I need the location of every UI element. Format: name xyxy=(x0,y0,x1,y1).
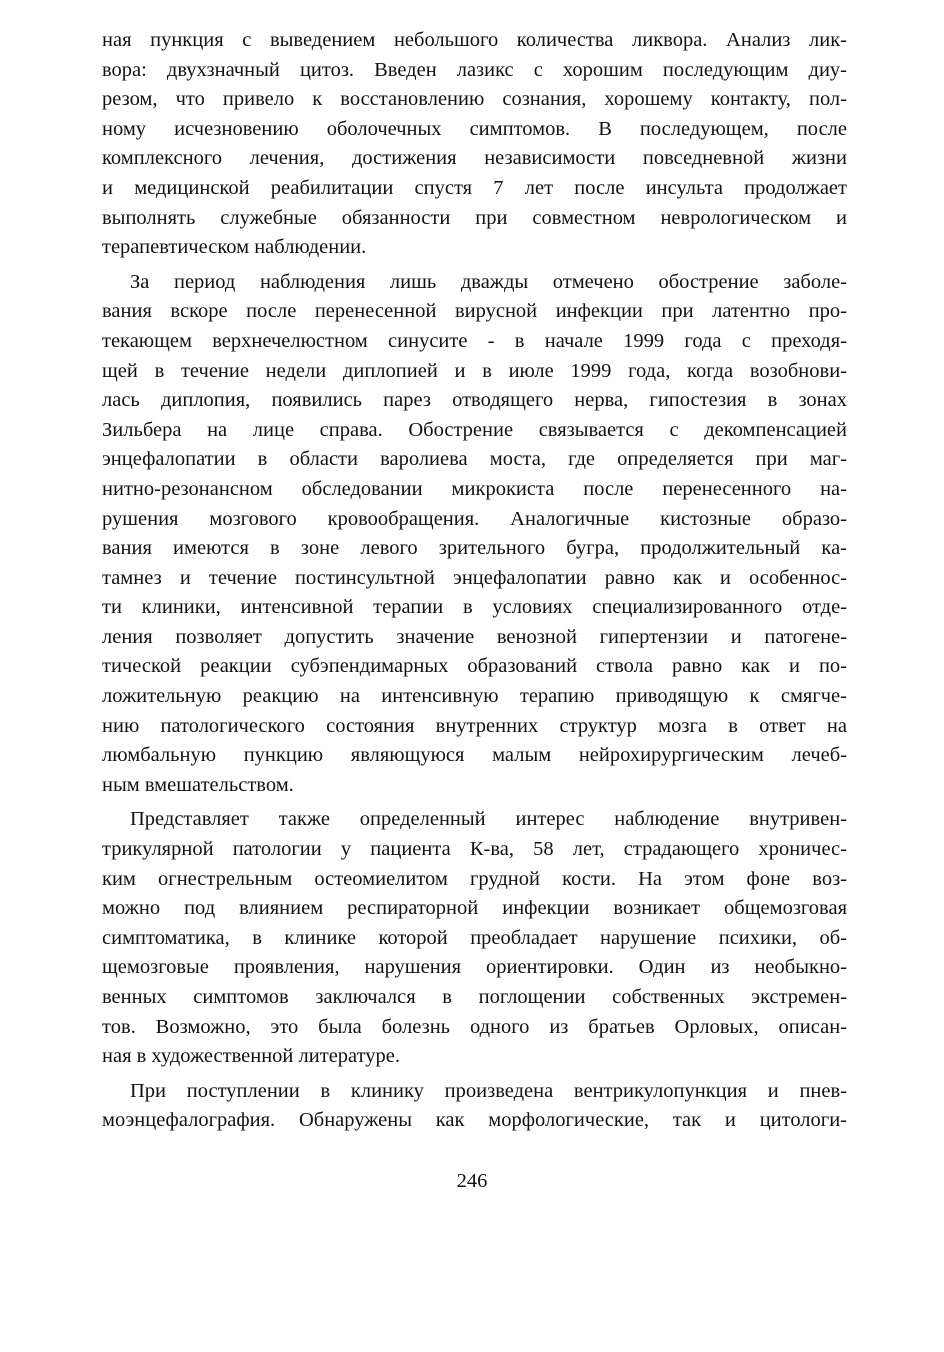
page-number: 246 xyxy=(456,1170,488,1192)
text-line: можно под влиянием респираторной инфекции возникает общемозговая xyxy=(102,897,847,920)
text-line: симптоматика, в клинике которой преобладает нарушение психики, об- xyxy=(102,926,847,949)
paragraph-2 xyxy=(102,268,847,801)
text-line: терапевтическом наблюдении. xyxy=(102,236,367,259)
text-line: вания имеются в зоне левого зрительного бугра, продолжительный ка- xyxy=(102,537,847,560)
text-line: ким огнестрельным остеомиелитом грудной кости. На этом фоне воз- xyxy=(102,867,847,890)
text-line: ным вмешательством. xyxy=(102,773,294,796)
text-line: ному исчезновению оболочечных симптомов. В последующем, после xyxy=(102,117,847,140)
text-line: щей в течение недели диплопией и в июле 1999 года, когда возобнови- xyxy=(102,359,847,382)
text-line: лась диплопия, появились парез отводящего нерва, гипостезия в зонах xyxy=(102,389,847,412)
text-line: нитно-резонансном обследовании микрокиста после перенесенного на- xyxy=(102,477,847,500)
text-line: ная пункция с выведением небольшого количества ликвора. Анализ лик- xyxy=(102,29,847,51)
text-line: люмбальную пункцию являющуюся малым нейрохирургическим лечеб- xyxy=(102,744,847,767)
text-line: За период наблюдения лишь дважды отмечено обострение заболе- xyxy=(130,270,847,293)
document-body xyxy=(102,26,847,1141)
text-line: вания вскоре после перенесенной вирусной инфекции при латентно про- xyxy=(102,300,847,323)
text-line: рушения мозгового кровообращения. Аналогичные кистозные образо- xyxy=(102,507,847,530)
text-line: тов. Возможно, это была болезнь одного из братьев Орловых, описан- xyxy=(102,1015,847,1038)
text-line: трикулярной патологии у пациента К-ва, 58 лет, страдающего хроничес- xyxy=(102,838,847,861)
text-line: текающем верхнечелюстном синусите - в начале 1999 года с преходя- xyxy=(102,329,847,352)
text-line: ложительную реакцию на интенсивную терапию приводящую к смягче- xyxy=(102,685,847,708)
text-line: энцефалопатии в области варолиева моста, где определяется при маг- xyxy=(102,448,847,471)
text-line: ти клиники, интенсивной терапии в условиях специализированного отде- xyxy=(102,596,847,619)
paragraph-4 xyxy=(102,1077,847,1136)
text-line: нию патологического состояния внутренних структур мозга в ответ на xyxy=(102,714,847,737)
text-line: тамнез и течение постинсультной энцефалопатии равно как и особеннос- xyxy=(102,566,847,589)
text-line: При поступлении в клинику произведена вентрикулопункция и пнев- xyxy=(130,1079,847,1102)
paragraph-3 xyxy=(102,805,847,1071)
text-line: комплексного лечения, достижения независимости повседневной жизни xyxy=(102,147,847,170)
text-line: венных симптомов заключался в поглощении собственных экстремен- xyxy=(102,986,847,1008)
text-line: моэнцефалография. Обнаружены как морфологические, так и цитологи- xyxy=(102,1109,847,1132)
text-line: тической реакции субэпендимарных образований ствола равно как и по- xyxy=(102,655,847,678)
text-line: резом, что привело к восстановлению сознания, хорошему контакту, пол- xyxy=(102,88,847,111)
text-line: щемозговые проявления, нарушения ориентировки. Один из необыкно- xyxy=(102,956,847,979)
text-line: Зильбера на лице справа. Обострение связывается с декомпенсацией xyxy=(102,418,847,441)
text-line: и медицинской реабилитации спустя 7 лет после инсульта продолжает xyxy=(102,176,847,199)
text-line: ная в художественной литературе. xyxy=(102,1045,401,1068)
text-line: вора: двухзначный цитоз. Введен лазикс с хорошим последующим диу- xyxy=(102,58,847,81)
paragraph-1 xyxy=(102,26,847,263)
text-line: Представляет также определенный интерес наблюдение внутривен- xyxy=(130,808,847,831)
text-line: выполнять служебные обязанности при совместном неврологическом и xyxy=(102,206,847,229)
text-line: ления позволяет допустить значение венозной гипертензии и патогене- xyxy=(102,625,847,648)
